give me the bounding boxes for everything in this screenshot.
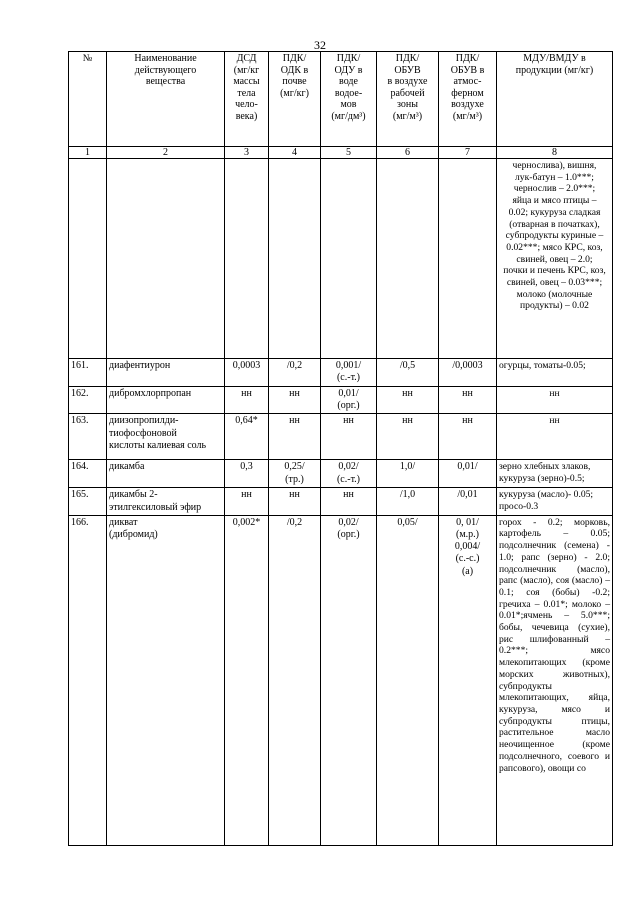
table-row (69, 359, 613, 387)
product-limits: нн (497, 387, 613, 414)
table-row (69, 414, 613, 460)
water-value (321, 159, 377, 359)
substance-name: дикват (дибромид) (107, 515, 225, 845)
header-number: № (69, 52, 107, 147)
table-row (69, 460, 613, 488)
work-air-value: нн (377, 414, 439, 460)
water-value: 0,01/ (орг.) (321, 387, 377, 414)
header-row (69, 52, 613, 147)
column-number: 5 (321, 147, 377, 159)
product-limits: нн (497, 414, 613, 460)
atm-air-value: 0,01/ (439, 460, 497, 488)
row-number: 161. (69, 359, 107, 387)
header-product: МДУ/ВМДУ в продукции (мг/кг) (497, 52, 613, 147)
soil-value: /0,2 (269, 359, 321, 387)
water-value: 0,02/ (орг.) (321, 515, 377, 845)
header-work-air: ПДК/ ОБУВ в воздухе рабочей зоны (мг/м³) (377, 52, 439, 147)
row-number: 164. (69, 460, 107, 488)
dsd-value (225, 159, 269, 359)
atm-air-value: /0,01 (439, 488, 497, 515)
substance-name: диизопропилди- тиофосфоновой кислоты калиевая соль (107, 414, 225, 460)
work-air-value: 1,0/ (377, 460, 439, 488)
column-number: 6 (377, 147, 439, 159)
work-air-value: /1,0 (377, 488, 439, 515)
column-number: 1 (69, 147, 107, 159)
substance-name: дибромхлорпропан (107, 387, 225, 414)
soil-value: нн (269, 414, 321, 460)
water-value: 0,02/ (с.-т.) (321, 460, 377, 488)
atm-air-value: /0,0003 (439, 359, 497, 387)
row-number (69, 159, 107, 359)
dsd-value: 0,0003 (225, 359, 269, 387)
table-row (69, 488, 613, 515)
row-number: 163. (69, 414, 107, 460)
work-air-value: нн (377, 387, 439, 414)
header-substance: Наименование действующего вещества (107, 52, 225, 147)
column-number: 7 (439, 147, 497, 159)
product-limits: горох - 0.2; морковь, картофель – 0.05; подсолнечник (семена) - 1.0; рапс (зерно) - 2.0; подсолнечник (масло), рапс (масло), соя (масло) – 0.1; соя (бобы) -0.2; гречиха – 0.01*; молоко –0.01*;ячмень – 5.0***; бобы, чечевица (сухие), рис шлифованный – 0.2***; мясо млекопитающих (кроме морских животных), субпродукты млекопитающих, яйца, кукуруза, мясо и субпродукты птицы, растительное масло неочищенное (кроме подсолнечного, соевого и рапсового), овощи со (497, 515, 613, 845)
column-number: 2 (107, 147, 225, 159)
product-limits: огурцы, томаты-0.05; (497, 359, 613, 387)
table-row (69, 387, 613, 414)
mrl-table (68, 51, 613, 846)
water-value: нн (321, 414, 377, 460)
atm-air-value (439, 159, 497, 359)
product-limits: кукуруза (масло)- 0.05; просо-0.3 (497, 488, 613, 515)
substance-name: дикамбы 2- этилгексиловый эфир (107, 488, 225, 515)
dsd-value: нн (225, 488, 269, 515)
atm-air-value: нн (439, 387, 497, 414)
column-number-row (69, 147, 613, 159)
dsd-value: 0,002* (225, 515, 269, 845)
soil-value: /0,2 (269, 515, 321, 845)
table-row-continuation (69, 159, 613, 359)
product-limits: зерно хлебных злаков, кукуруза (зерно)-0.5; (497, 460, 613, 488)
substance-name: диафентиурон (107, 359, 225, 387)
work-air-value (377, 159, 439, 359)
dsd-value: нн (225, 387, 269, 414)
dsd-value: 0,64* (225, 414, 269, 460)
column-number: 3 (225, 147, 269, 159)
substance-name: дикамба (107, 460, 225, 488)
row-number: 165. (69, 488, 107, 515)
soil-value (269, 159, 321, 359)
header-water: ПДК/ ОДУ в воде водое- мов (мг/дм³) (321, 52, 377, 147)
header-dsd: ДСД (мг/кг массы тела чело- века) (225, 52, 269, 147)
row-number: 162. (69, 387, 107, 414)
work-air-value: 0,05/ (377, 515, 439, 845)
soil-value: нн (269, 387, 321, 414)
water-value: 0,001/ (с.-т.) (321, 359, 377, 387)
product-limits: чернослива), вишня, лук-батун – 1.0***; чернослив – 2.0***; яйца и мясо птицы – 0.02; кукуруза сладкая (отварная в початках), субпродукты куриные – 0.02***; мясо КРС, коз, свиней, овец – 2.0; почки и печень КРС, коз, свиней, овец – 0.03***; молоко (молочные продукты) – 0.02 (497, 159, 613, 359)
table-row (69, 515, 613, 845)
header-soil: ПДК/ ОДК в почве (мг/кг) (269, 52, 321, 147)
substance-name (107, 159, 225, 359)
column-number: 4 (269, 147, 321, 159)
header-atm-air: ПДК/ ОБУВ в атмос- ферном воздухе (мг/м³) (439, 52, 497, 147)
page-number: 32 (314, 38, 326, 52)
work-air-value: /0,5 (377, 359, 439, 387)
atm-air-value: нн (439, 414, 497, 460)
soil-value: нн (269, 488, 321, 515)
column-number: 8 (497, 147, 613, 159)
water-value: нн (321, 488, 377, 515)
dsd-value: 0,3 (225, 460, 269, 488)
row-number: 166. (69, 515, 107, 845)
soil-value: 0,25/ (тр.) (269, 460, 321, 488)
atm-air-value: 0, 01/ (м.р.) 0,004/ (с.-с.) (а) (439, 515, 497, 845)
